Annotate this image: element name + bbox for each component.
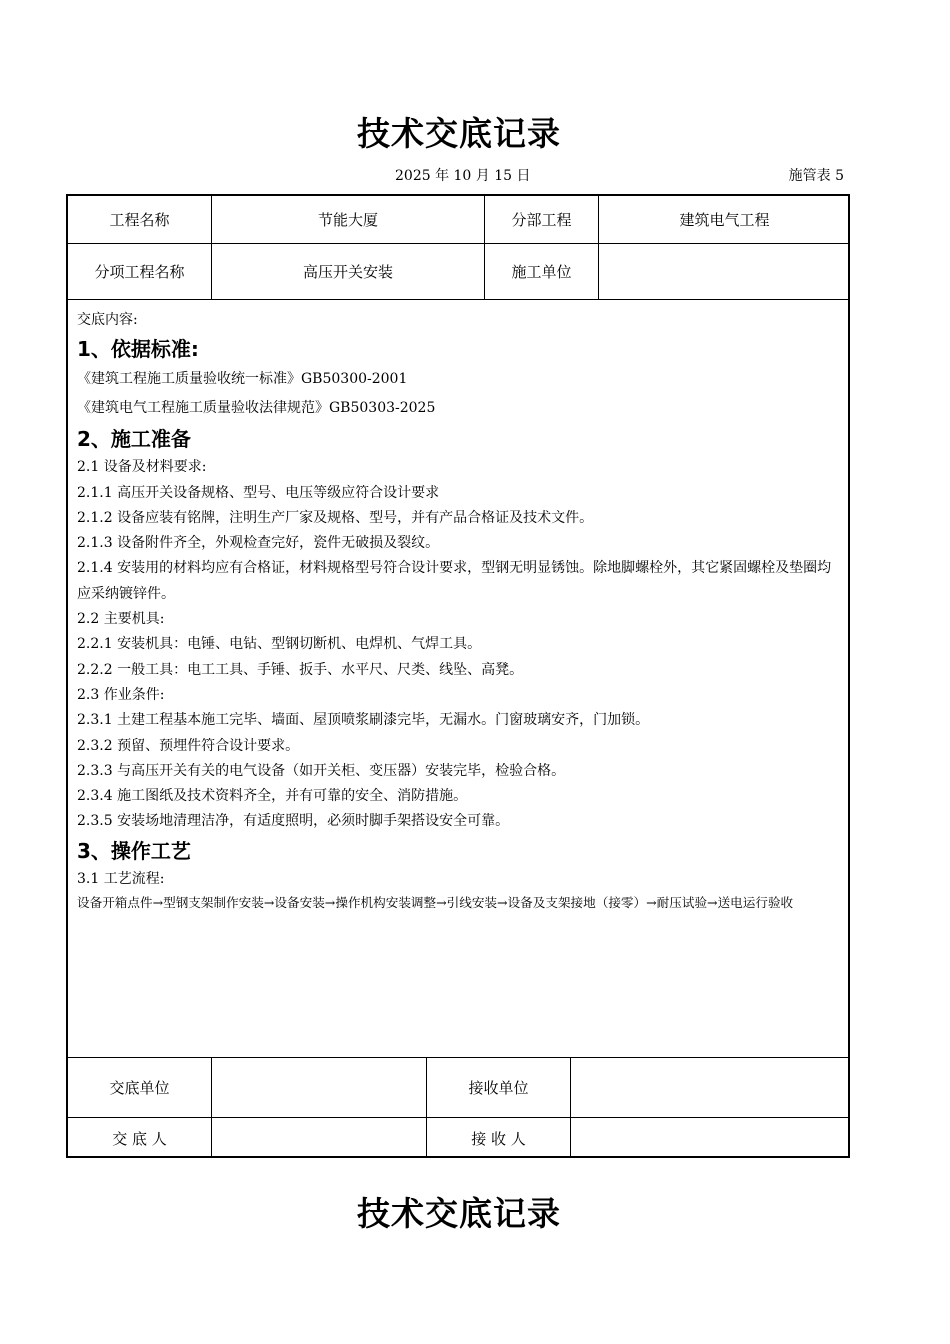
item-2-3-5: 2.3.5 安装场地清理洁净，有适度照明，必须时脚手架搭设安全可靠。 bbox=[77, 813, 510, 830]
issuer-unit-field[interactable] bbox=[212, 1058, 426, 1117]
item-2-1-3: 2.1.3 设备附件齐全，外观检查完好，瓷件无破损及裂纹。 bbox=[77, 535, 440, 552]
record-table bbox=[66, 194, 850, 1158]
construction-unit-value[interactable] bbox=[599, 244, 850, 299]
item-2-1-4: 2.1.4 安装用的材料均应有合格证，材料规格型号符合设计要求，型钢无明显锈蚀。除地脚螺栓外，其它紧固螺栓及垫圈均应采纳镀锌件。 bbox=[77, 560, 832, 602]
division-value[interactable]: 建筑电气工程 bbox=[679, 211, 770, 229]
subitem-name-value[interactable]: 高压开关安装 bbox=[302, 263, 393, 281]
receiver-unit-field[interactable] bbox=[571, 1058, 850, 1117]
form-number: 施管表 5 bbox=[788, 168, 844, 184]
section-1-heading: 1、依据标准: bbox=[77, 337, 199, 362]
issuer-unit-label: 交底单位 bbox=[109, 1079, 170, 1097]
disclosure-content bbox=[77, 308, 843, 914]
item-2-3: 2.3 作业条件: bbox=[77, 686, 165, 703]
standard-1: 《建筑工程施工质量验收统一标准》GB50300-2001 bbox=[77, 371, 408, 388]
subitem-name-label: 分项工程名称 bbox=[94, 263, 185, 281]
division-label: 分部工程 bbox=[511, 211, 572, 229]
construction-unit-label: 施工单位 bbox=[511, 263, 572, 281]
item-2-1-2: 2.1.2 设备应装有铭牌，注明生产厂家及规格、型号，并有产品合格证及技术文件。 bbox=[77, 509, 594, 526]
content-lead: 交底内容: bbox=[77, 312, 138, 328]
project-name-value[interactable]: 节能大厦 bbox=[317, 211, 378, 229]
item-2-2-2: 2.2.2 一般工具：电工工具、手锤、扳手、水平尺、尺类、线坠、高凳。 bbox=[77, 661, 524, 678]
record-date: 2025 年 10 月 15 日 bbox=[395, 168, 531, 184]
section-3-heading: 3、操作工艺 bbox=[77, 838, 191, 863]
item-2-2-1: 2.2.1 安装机具：电锤、电钻、型钢切断机、电焊机、气焊工具。 bbox=[77, 636, 482, 653]
receiver-person-field[interactable] bbox=[571, 1118, 850, 1158]
receiver-unit-label: 接收单位 bbox=[468, 1079, 529, 1097]
process-flow: 设备开箱点件→型钢支架制作安装→设备安装→操作机构安装调整→引线安装→设备及支架接地（接零）→耐压试验→送电运行验收 bbox=[77, 895, 794, 911]
issuer-person-field[interactable] bbox=[212, 1118, 426, 1158]
next-page-title: 技术交底记录 bbox=[357, 1194, 561, 1233]
standard-2: 《建筑电气工程施工质量验收法律规范》GB50303-2025 bbox=[77, 400, 436, 417]
project-name-label: 工程名称 bbox=[109, 211, 170, 229]
page-title: 技术交底记录 bbox=[357, 114, 561, 153]
item-2-3-1: 2.3.1 土建工程基本施工完毕、墙面、屋顶喷浆刷漆完毕，无漏水。门窗玻璃安齐，门加锁。 bbox=[77, 712, 650, 729]
item-2-3-4: 2.3.4 施工图纸及技术资料齐全，并有可靠的安全、消防措施。 bbox=[77, 788, 468, 805]
item-3-1: 3.1 工艺流程: bbox=[77, 870, 165, 887]
issuer-person-label: 交 底 人 bbox=[112, 1129, 167, 1148]
item-2-3-3: 2.3.3 与高压开关有关的电气设备（如开关柜、变压器）安装完毕，检验合格。 bbox=[77, 762, 566, 779]
item-2-1: 2.1 设备及材料要求: bbox=[77, 459, 207, 476]
item-2-1-1: 2.1.1 高压开关设备规格、型号、电压等级应符合设计要求 bbox=[77, 484, 440, 501]
section-2-heading: 2、施工准备 bbox=[77, 427, 191, 452]
item-2-3-2: 2.3.2 预留、预埋件符合设计要求。 bbox=[77, 737, 300, 754]
item-2-2: 2.2 主要机具: bbox=[77, 611, 165, 628]
receiver-person-label: 接 收 人 bbox=[471, 1129, 526, 1148]
row-divider bbox=[68, 299, 850, 300]
